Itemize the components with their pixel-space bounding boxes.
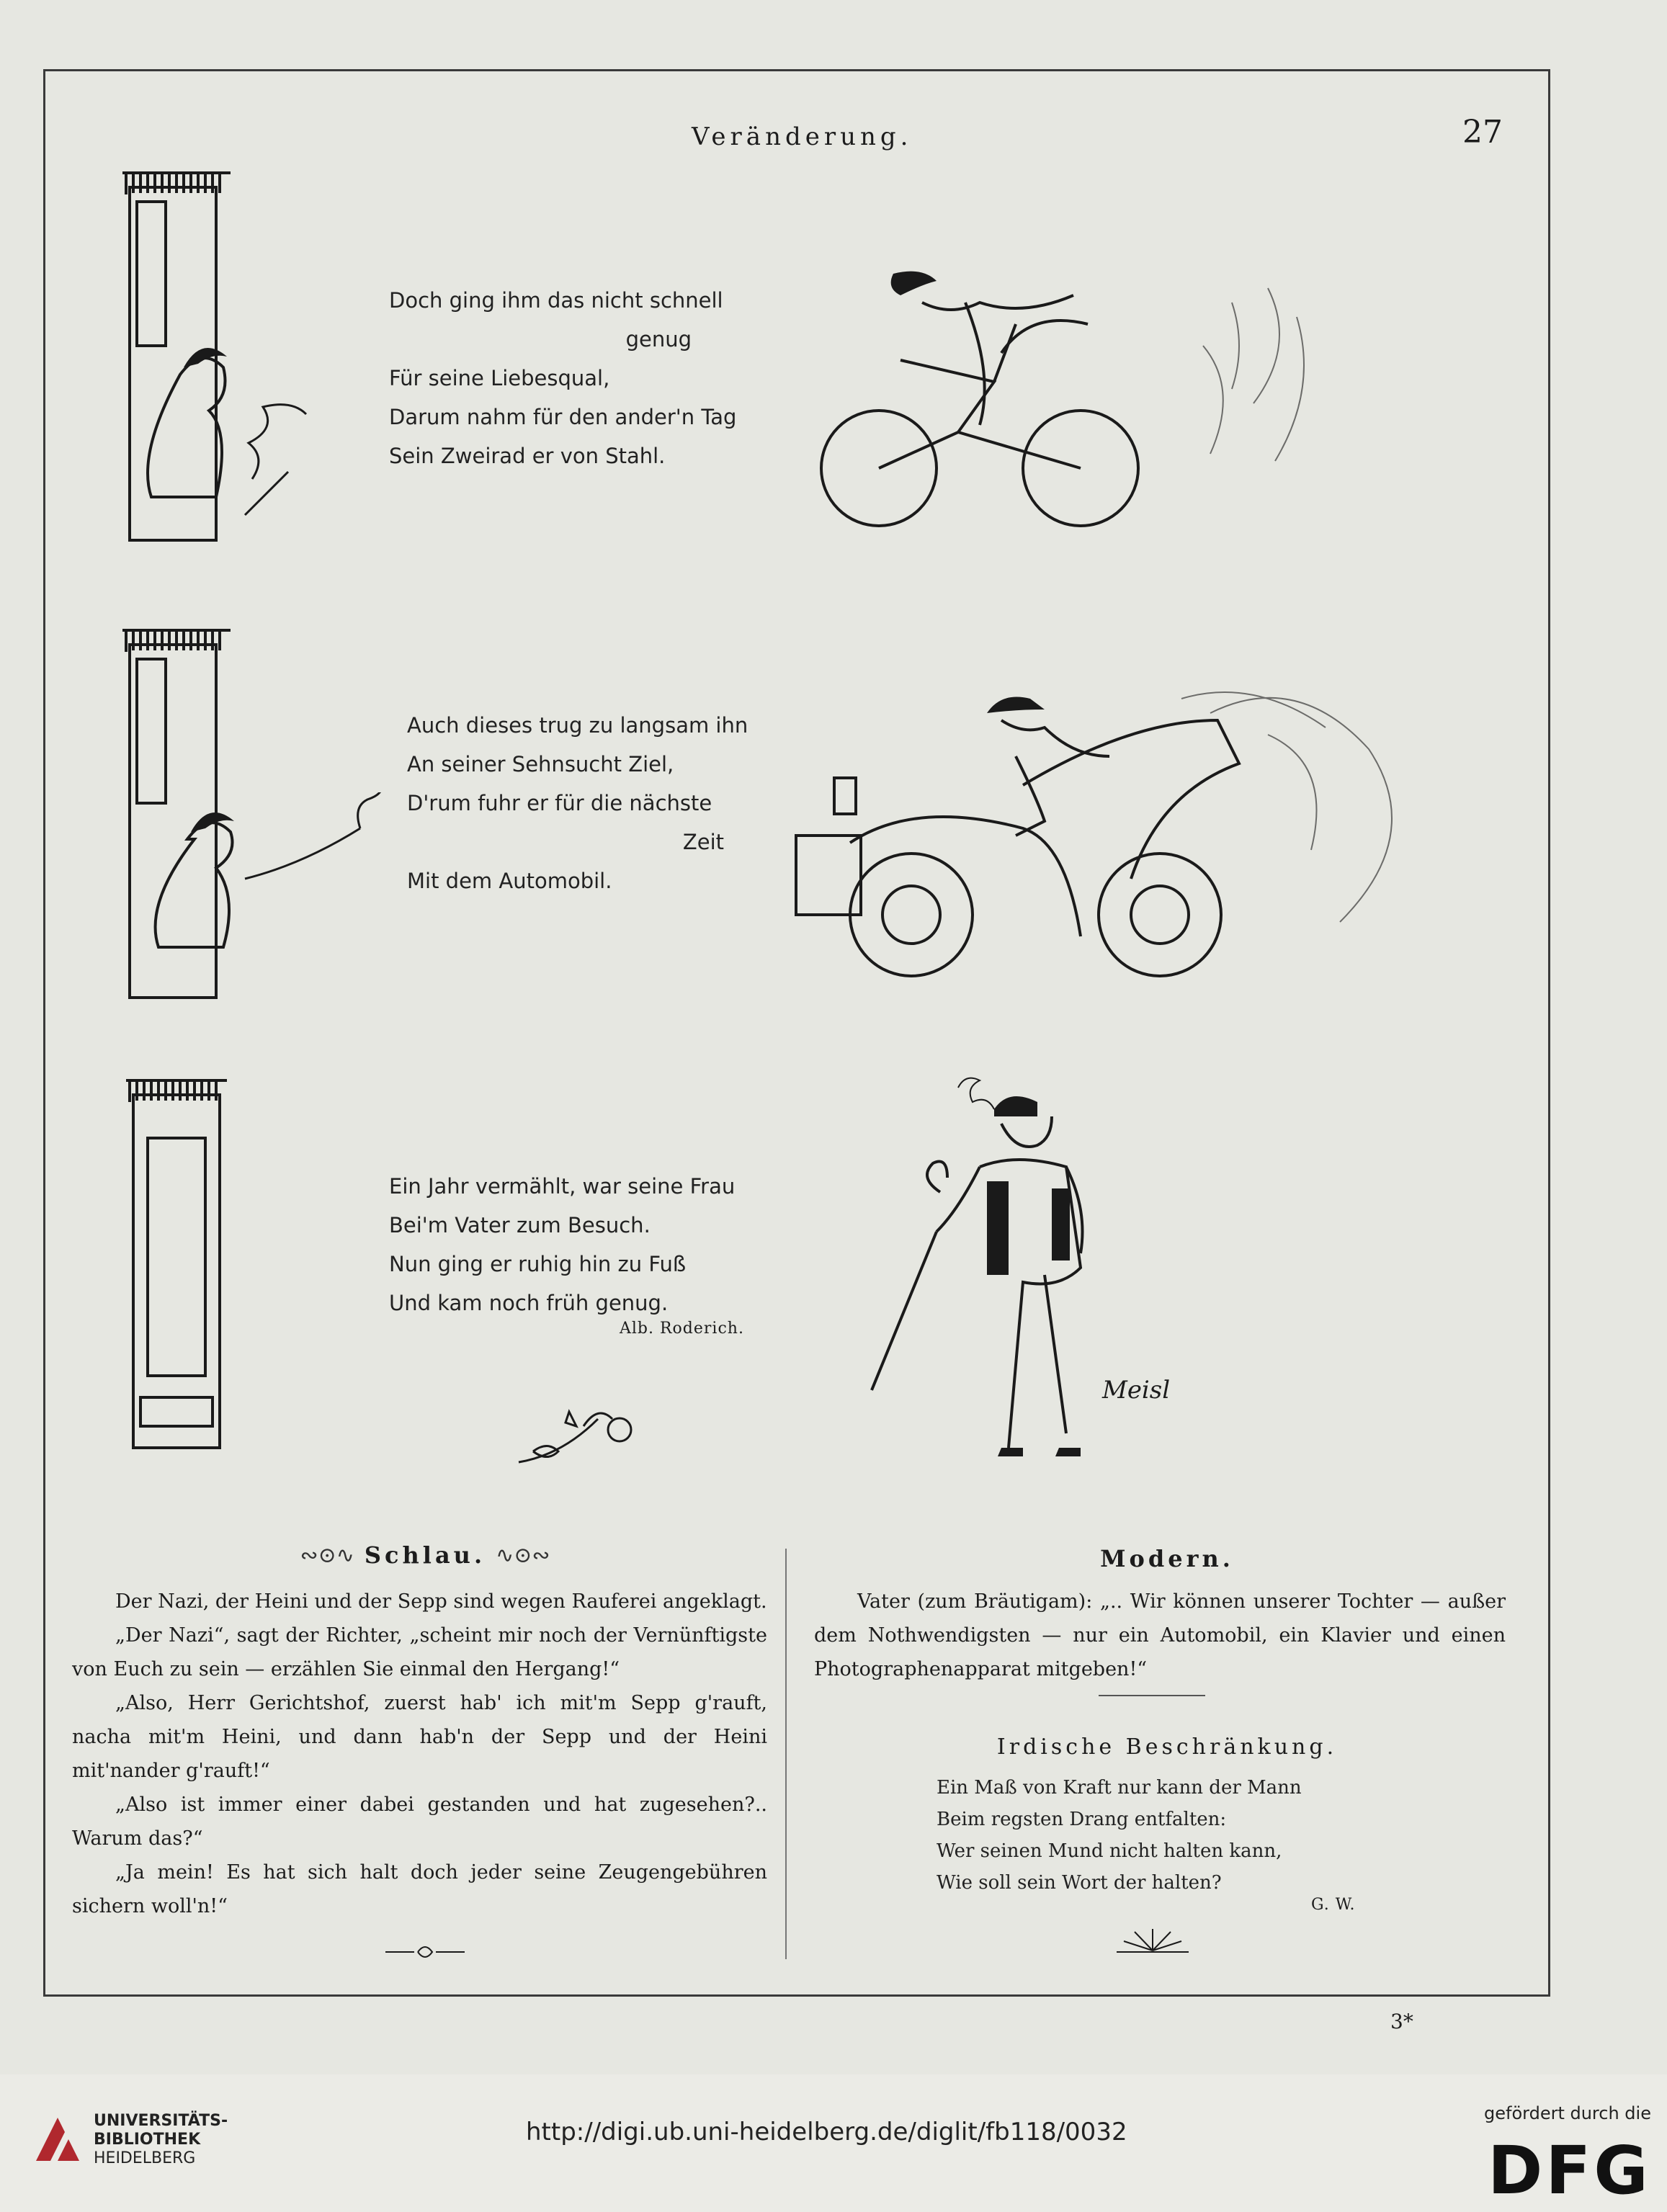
digital-library-footer [0,2074,1667,2212]
column-divider [785,1549,787,1959]
window-woman-illustration-1 [115,158,238,547]
heading-ornament-left: ∾⊙∿ [300,1542,354,1568]
poem-stanza-3 [389,1167,749,1322]
dfg-logo: DFG [1488,2132,1651,2209]
right-column-text [814,1585,1506,1686]
verse-line: Sein Zweirad er von Stahl. [389,444,666,468]
divider-ornament-right [1113,1923,1192,1959]
paragraph: „Der Nazi“, sagt der Richter, „scheint mir noch der Vernünftigste von Euch zu sein — erzählen Sie einmal den Hergang!“ [72,1624,767,1680]
library-name-line: HEIDELBERG [94,2149,196,2167]
verse-line: Und kam noch früh genug. [389,1291,669,1315]
verse-line: Doch ging ihm das nicht schnell [389,288,723,313]
verse-line: Nun ging er ruhig hin zu Fuß [389,1252,687,1276]
left-column-title: Schlau. [364,1541,486,1569]
verse-line: Beim regsten Drang entfalten: [937,1809,1227,1830]
verse-line: An seiner Sehnsucht Ziel, [407,752,674,776]
gentleman-illustration [850,1066,1225,1477]
verse-line: Bei'm Vater zum Besuch. [389,1213,651,1237]
verse-line: Wer seinen Mund nicht halten kann, [937,1840,1282,1862]
outstretched-arm-smoke [238,792,382,922]
funding-caption: gefördert durch die [1484,2103,1651,2123]
heading-ornament-right: ∿⊙∾ [496,1542,550,1568]
window-empty-illustration [119,1066,234,1455]
verse-line: Ein Jahr vermählt, war seine Frau [389,1174,736,1199]
page-title: Veränderung. [692,122,913,151]
paragraph: Vater (zum Bräutigam): „.. Wir können unserer Tochter — außer dem Nothwendigsten — nur ein Automobil, ein Klavier und einen Photographenapparat mitgeben!“ [814,1590,1506,1680]
library-name-line: UNIVERSITÄTS- [94,2112,228,2130]
poem-stanza-2 [407,706,753,900]
left-column-heading [288,1541,562,1569]
right-column-title: Modern. [1100,1545,1234,1572]
poem-stanza-1 [389,281,749,475]
paragraph: Der Nazi, der Heini und der Sepp sind wegen Rauferei angeklagt. [115,1590,767,1613]
library-name [94,2112,228,2168]
left-column-text [72,1585,767,1923]
verse-line: Ein Maß von Kraft nur kann der Mann [937,1777,1302,1799]
right-poem-author: G. W. [1311,1896,1356,1914]
automobile-illustration [778,670,1426,1008]
source-url-link[interactable]: http://digi.ub.uni-heidelberg.de/diglit/fb118/0032 [526,2118,1127,2146]
verse-line: Wie soll sein Wort der halten? [937,1872,1222,1894]
verse-line: Zeit [682,830,724,854]
verse-line: Mit dem Automobil. [407,869,612,893]
verse-line: genug [625,327,692,351]
cyclist-illustration [800,259,1340,547]
poem-author: Alb. Roderich. [620,1320,744,1338]
folio-mark: 3* [1390,2010,1413,2033]
library-name-line: BIBLIOTHEK [94,2131,201,2149]
verse-line: Für seine Liebesqual, [389,366,610,390]
verse-line: Darum nahm für den ander'n Tag [389,405,737,429]
page-number: 27 [1462,114,1503,151]
university-library-logo [29,2110,86,2168]
window-woman-illustration-2 [115,616,241,1005]
cigarette-smoke-1 [231,400,310,522]
paragraph: „Ja mein! Es hat sich halt doch jeder seine Zeugengebühren sichern woll'n!“ [72,1861,767,1917]
section-rule [1099,1695,1205,1696]
divider-ornament-left [382,1941,468,1963]
right-poem-title: Irdische Beschränkung. [996,1734,1338,1760]
flower-ornament [504,1397,648,1477]
verse-line: Auch dieses trug zu langsam ihn [407,713,748,738]
artist-signature: Meisl [1102,1376,1171,1405]
paragraph: „Also, Herr Gerichtshof, zuerst hab' ich mit'm Sepp g'rauft, nacha mit'm Heini, und dann hab'n der Sepp und der Heini mit'nander g'rauft!“ [72,1692,767,1782]
verse-line: D'rum fuhr er für die nächste [407,791,712,815]
right-poem-lines [937,1772,1441,1899]
paragraph: „Also ist immer einer dabei gestanden und hat zugesehen?.. Warum das?“ [72,1794,767,1850]
